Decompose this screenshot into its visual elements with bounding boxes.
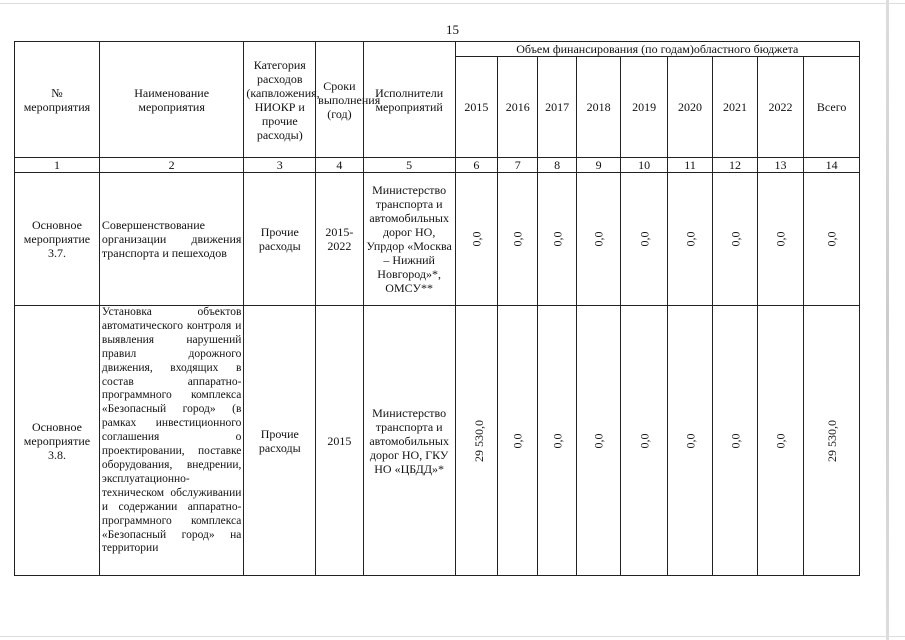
value-cell: 0,0 xyxy=(621,173,667,306)
row-terms: 2015 xyxy=(316,306,364,576)
funding-table xyxy=(14,41,860,576)
row-executors: Министерство транспорта и автомобильных дорог НО, ГКУ НО «ЦБДД»* xyxy=(363,306,455,576)
index-cell: 7 xyxy=(498,158,538,173)
year-2022: 2022 xyxy=(757,57,803,158)
index-cell: 5 xyxy=(363,158,455,173)
row-num: Основное мероприятие 3.7. xyxy=(15,173,100,306)
year-2019: 2019 xyxy=(621,57,667,158)
index-cell: 3 xyxy=(244,158,316,173)
scan-line-top xyxy=(0,3,905,4)
value-cell: 0,0 xyxy=(455,173,497,306)
year-total: Всего xyxy=(804,57,860,158)
header-executors: Исполнители мероприятий xyxy=(363,42,455,158)
value-cell: 0,0 xyxy=(576,173,620,306)
value-cell: 0,0 xyxy=(804,173,860,306)
header-num: № мероприятия xyxy=(15,42,100,158)
value-cell: 0,0 xyxy=(757,306,803,576)
index-cell: 2 xyxy=(99,158,244,173)
value-cell: 0,0 xyxy=(667,173,712,306)
value-cell: 29 530,0 xyxy=(455,306,497,576)
year-2018: 2018 xyxy=(576,57,620,158)
row-category: Прочие расходы xyxy=(244,306,316,576)
year-2017: 2017 xyxy=(538,57,576,158)
value-cell: 0,0 xyxy=(498,306,538,576)
row-terms: 2015-2022 xyxy=(316,173,364,306)
value-cell: 0,0 xyxy=(538,173,576,306)
index-cell: 10 xyxy=(621,158,667,173)
index-row xyxy=(15,158,860,173)
value-cell: 0,0 xyxy=(621,306,667,576)
value-cell: 0,0 xyxy=(713,306,757,576)
value-cell: 0,0 xyxy=(667,306,712,576)
index-cell: 6 xyxy=(455,158,497,173)
index-cell: 12 xyxy=(713,158,757,173)
header-funding: Объем финансирования (по годам)областного бюджета xyxy=(455,42,859,57)
header-terms: Сроки выполнения (год) xyxy=(316,42,364,158)
index-cell: 1 xyxy=(15,158,100,173)
year-2021: 2021 xyxy=(713,57,757,158)
header-name: Наименование мероприятия xyxy=(99,42,244,158)
year-2020: 2020 xyxy=(667,57,712,158)
index-cell: 13 xyxy=(757,158,803,173)
value-cell: 0,0 xyxy=(538,306,576,576)
index-cell: 14 xyxy=(804,158,860,173)
value-cell: 0,0 xyxy=(498,173,538,306)
year-2016: 2016 xyxy=(498,57,538,158)
row-name: Совершенствование организации движения транспорта и пешеходов xyxy=(99,173,244,306)
index-cell: 9 xyxy=(576,158,620,173)
scan-edge xyxy=(886,0,889,640)
scan-line-bottom xyxy=(0,636,905,637)
index-cell: 4 xyxy=(316,158,364,173)
value-cell: 0,0 xyxy=(576,306,620,576)
row-category: Прочие расходы xyxy=(244,173,316,306)
value-cell: 0,0 xyxy=(757,173,803,306)
row-executors: Министерство транспорта и автомобильных дорог НО, Упрдор «Москва – Нижний Новгород»*, ОМСУ** xyxy=(363,173,455,306)
index-cell: 11 xyxy=(667,158,712,173)
row-num: Основное мероприятие 3.8. xyxy=(15,306,100,576)
table-row xyxy=(15,173,860,306)
header-category: Категория расходов (капвложения, НИОКР и прочие расходы) xyxy=(244,42,316,158)
page-number: 15 xyxy=(446,22,459,37)
index-cell: 8 xyxy=(538,158,576,173)
value-cell: 29 530,0 xyxy=(804,306,860,576)
value-cell: 0,0 xyxy=(713,173,757,306)
row-name: Установка объектов автоматического контроля и выявления нарушений правил дорожного движения, входящих в состав аппаратно-программного комплекса «Безопасный город» (в рамках инвестиционного соглашения о проектировании, поставке оборудования, внедрении, эксплуатационно-техническом обслуживании и содержании аппаратно-программного комплекса «Безопасный город» на территории xyxy=(99,306,244,576)
year-2015: 2015 xyxy=(455,57,497,158)
table-row xyxy=(15,306,860,576)
